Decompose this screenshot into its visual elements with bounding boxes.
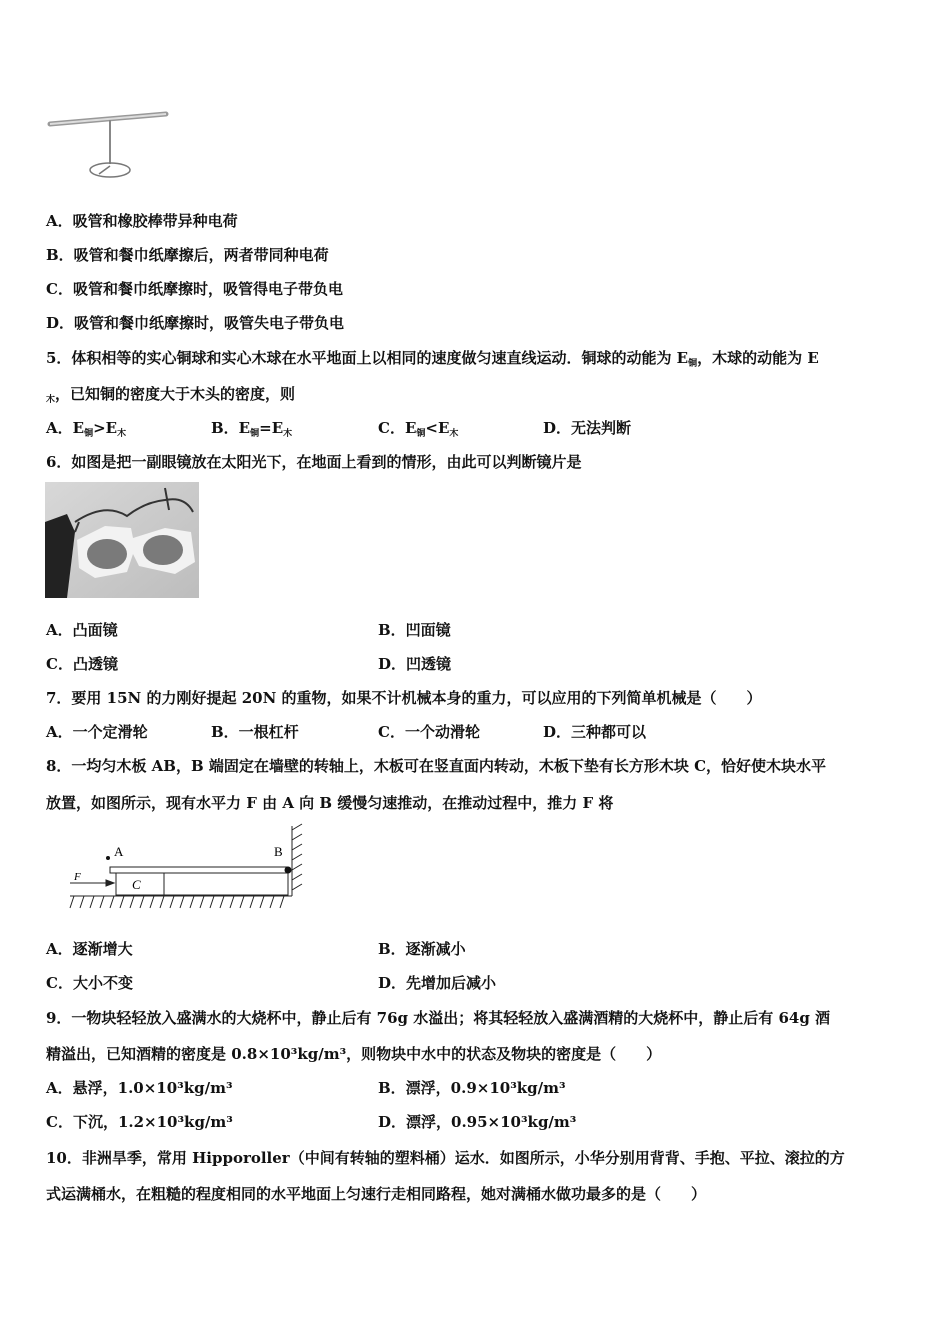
q9-option-d: D．漂浮，0.95×10³kg/m³ [378, 1113, 577, 1131]
q6-option-b: B．凹面镜 [378, 621, 451, 639]
board-block-figure [60, 822, 320, 914]
q9-option-b: B．漂浮，0.9×10³kg/m³ [378, 1079, 566, 1097]
q9-stem-line1: 9．一物块轻轻放入盛满水的大烧杯中，静止后有 76g 水溢出；将其轻轻放入盛满酒精的大烧杯中，静止后有 64g 酒 [46, 1009, 831, 1027]
q7-stem: 7．要用 15N 的力刚好提起 20N 的重物，如果不计机械本身的重力，可以应用的下列简单机械是（ ） [46, 689, 762, 707]
q5-option-a: A．$E_铜>E_木$ [46, 419, 127, 439]
straw-stand-figure [44, 104, 174, 184]
q8-stem-line1: 8．一均匀木板 AB，B 端固定在墙壁的转轴上，木板可在竖直面内转动，木板下垫有长方形木块 C，恰好使木块水平 [46, 757, 827, 775]
q5-option-d: D．无法判断 [543, 419, 632, 437]
q10-stem-line1: 10．非洲旱季，常用 Hipporoller（中间有转轴的塑料桶）运水．如图所示，小华分别用背背、手抱、平拉、滚拉的方 [46, 1149, 845, 1167]
q6-option-d: D．凹透镜 [378, 655, 452, 673]
q4-option-a: A．吸管和橡胶棒带异种电荷 [46, 212, 238, 230]
q4-option-b: B．吸管和餐巾纸摩擦后，两者带同种电荷 [46, 246, 329, 264]
q5-option-c: C．$E_铜<E_木$ [378, 419, 459, 439]
q6-option-a: A．凸面镜 [46, 621, 118, 639]
q9-stem-line2: 精溢出，已知酒精的密度是 0.8×10³kg/m³，则物块中水中的状态及物块的密度是（ ） [46, 1045, 662, 1063]
q8-option-a: A．逐渐增大 [46, 940, 133, 958]
q5-option-b: B．$E_铜=E_木$ [211, 419, 293, 439]
label-f: F [74, 871, 81, 883]
q7-option-c: C．一个动滑轮 [378, 723, 480, 741]
q9-option-c: C．下沉，1.2×10³kg/m³ [46, 1113, 233, 1131]
label-c: C [132, 877, 141, 892]
q7-option-d: D．三种都可以 [543, 723, 647, 741]
q5-stem-line1: 5．体积相等的实心铜球和实心木球在水平地面上以相同的速度做匀速直线运动．铜球的动能为 $E_铜$，木球的动能为 E [46, 349, 819, 369]
q8-option-b: B．逐渐减小 [378, 940, 466, 958]
q9-option-a: A．悬浮，1.0×10³kg/m³ [46, 1079, 233, 1097]
label-a: A [114, 844, 124, 859]
q4-option-d: D．吸管和餐巾纸摩擦时，吸管失电子带负电 [46, 314, 345, 332]
q6-stem: 6．如图是把一副眼镜放在太阳光下，在地面上看到的情形，由此可以判断镜片是 [46, 453, 582, 471]
q8-stem-line2: 放置，如图所示，现有水平力 F 由 A 向 B 缓慢匀速推动，在推动过程中，推力 F 将 [46, 794, 614, 812]
label-b: B [274, 844, 283, 859]
q7-option-a: A．一个定滑轮 [46, 723, 148, 741]
q4-option-c: C．吸管和餐巾纸摩擦时，吸管得电子带负电 [46, 280, 343, 298]
q8-option-c: C．大小不变 [46, 974, 133, 992]
q5-stem-line2: $_木$，已知铜的密度大于木头的密度，则 [46, 385, 296, 405]
q7-option-b: B．一根杠杆 [211, 723, 299, 741]
glasses-shadow-photo [45, 482, 199, 598]
q8-option-d: D．先增加后减小 [378, 974, 497, 992]
q10-stem-line2: 式运满桶水，在粗糙的程度相同的水平地面上匀速行走相同路程，她对满桶水做功最多的是（ ） [46, 1185, 707, 1203]
q6-option-c: C．凸透镜 [46, 655, 118, 673]
